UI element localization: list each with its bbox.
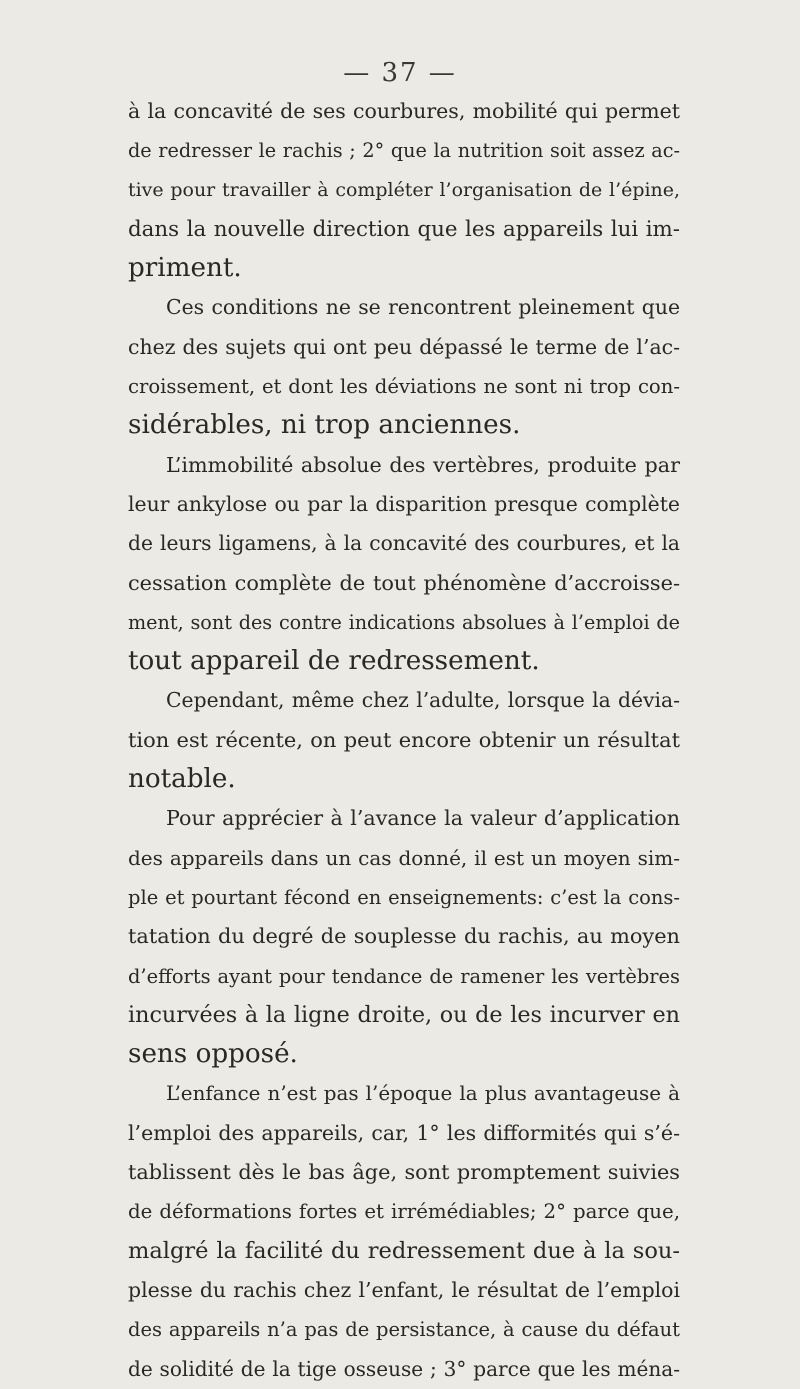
text-line: de déformations fortes et irrémédiables; 2° parce que,: [128, 1200, 680, 1224]
text-line: Cependant, même chez l’adulte, lorsque la dévia-: [166, 688, 680, 713]
text-line: malgré la facilité du redressement due à la sou-: [128, 1237, 680, 1264]
text-line: chez des sujets qui ont peu dépassé le terme de l’ac-: [128, 334, 680, 359]
text-line: incurvées à la ligne droite, ou de les incurver en: [128, 1001, 680, 1028]
text-line: tatation du degré de souplesse du rachis, au moyen: [128, 924, 680, 949]
text-line: ple et pourtant fécond en enseignements: c’est la cons-: [128, 885, 680, 909]
text-line: ment, sont des contre indications absolues à l’emploi de: [128, 610, 680, 634]
text-line: de leurs ligamens, à la concavité des courbures, et la: [128, 531, 680, 556]
text-line: leur ankylose ou par la disparition presque complète: [128, 491, 680, 516]
body-text: [128, 92, 680, 1389]
text-line: des appareils dans un cas donné, il est un moyen sim-: [128, 845, 680, 870]
text-line: d’efforts ayant pour tendance de ramener les vertèbres: [128, 964, 680, 988]
text-line: notable.: [128, 764, 236, 795]
text-line: plesse du rachis chez l’enfant, le résultat de l’emploi: [128, 1277, 680, 1302]
text-line: l’emploi des appareils, car, 1° les difformités qui s’é-: [128, 1120, 680, 1145]
text-line: Ces conditions ne se rencontrent pleinement que: [166, 295, 680, 320]
text-line: tablissent dès le bas âge, sont promptement suivies: [128, 1160, 680, 1185]
text-line: priment.: [128, 253, 242, 284]
text-line: sidérables, ni trop anciennes.: [128, 410, 521, 441]
text-line: à la concavité de ses courbures, mobilité qui permet: [128, 99, 680, 123]
text-line: tout appareil de redressement.: [128, 646, 540, 677]
text-line: sens opposé.: [128, 1039, 298, 1070]
text-line: des appareils n’a pas de persistance, à cause du défaut: [128, 1318, 680, 1342]
text-line: Pour apprécier à l’avance la valeur d’application: [166, 806, 680, 831]
text-line: croissement, et dont les déviations ne sont ni trop con-: [128, 375, 680, 399]
page-number-header: — 37 —: [343, 58, 457, 88]
text-line: de redresser le rachis ; 2° que la nutrition soit assez ac-: [128, 139, 680, 163]
text-line: cessation complète de tout phénomène d’accroisse-: [128, 570, 680, 595]
text-line: L’immobilité absolue des vertèbres, produite par: [166, 452, 680, 477]
text-line: tive pour travailler à compléter l’organisation de l’épine,: [128, 178, 680, 201]
text-line: tion est récente, on peut encore obtenir un résultat: [128, 727, 680, 752]
text-line: L’enfance n’est pas l’époque la plus avantageuse à: [166, 1082, 680, 1106]
text-line: de solidité de la tige osseuse ; 3° parce que les ména-: [128, 1356, 680, 1381]
text-line: dans la nouvelle direction que les appareils lui im-: [128, 216, 680, 242]
